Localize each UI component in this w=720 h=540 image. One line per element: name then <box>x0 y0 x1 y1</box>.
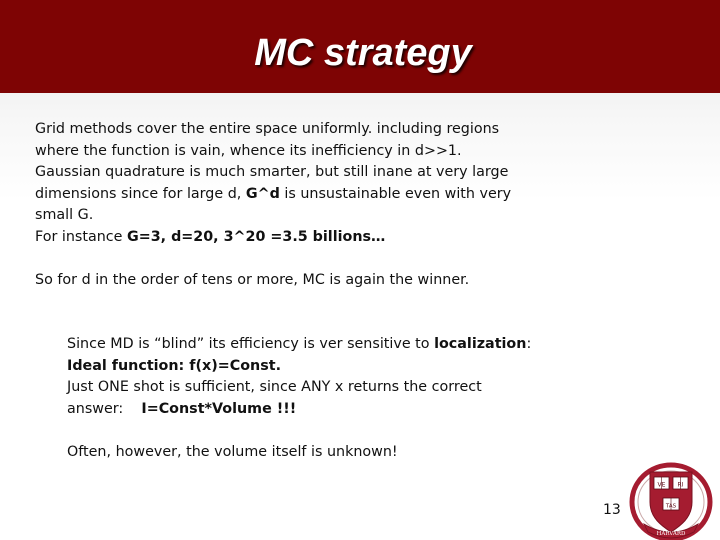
text-line: dimensions since for large d, G^d is unsustainable even with very <box>35 185 512 202</box>
text-line: For instance G=3, d=20, 3^20 =3.5 billions… <box>35 228 386 245</box>
emblem-text-ve: VE <box>657 481 666 489</box>
text-line: Gaussian quadrature is much smarter, but still inane at very large <box>35 164 509 181</box>
text-line: Ideal function: f(x)=Const. <box>67 357 282 374</box>
paragraph-mc-winner <box>35 270 525 292</box>
text-line: answer: I=Const*Volume !!! <box>67 400 297 417</box>
page-number: 13 <box>603 502 621 518</box>
harvard-shield-logo <box>628 462 714 540</box>
text-line: So for d in the order of tens or more, MC is again the winner. <box>35 272 470 288</box>
text-line: Grid methods cover the entire space uniformly. including regions <box>35 121 500 137</box>
text-line: where the function is vain, whence its inefficiency in d>>1. <box>35 142 462 159</box>
slide-title: MC strategy <box>254 32 472 74</box>
paragraph-localization <box>67 334 537 420</box>
ribbon-text: HARVARD <box>656 531 686 537</box>
emblem-text-tas: TAS <box>665 503 677 510</box>
paragraph-grid-methods <box>35 119 525 249</box>
emblem-text-ri: RI <box>677 481 684 489</box>
paragraph-volume-unknown <box>67 442 537 464</box>
text-line: Just ONE shot is sufficient, since ANY x returns the correct <box>67 379 482 396</box>
text-line: Since MD is “blind” its efficiency is ver sensitive to localization: <box>67 336 532 352</box>
text-line: Often, however, the volume itself is unknown! <box>67 444 398 460</box>
text-line: small G. <box>35 207 94 224</box>
